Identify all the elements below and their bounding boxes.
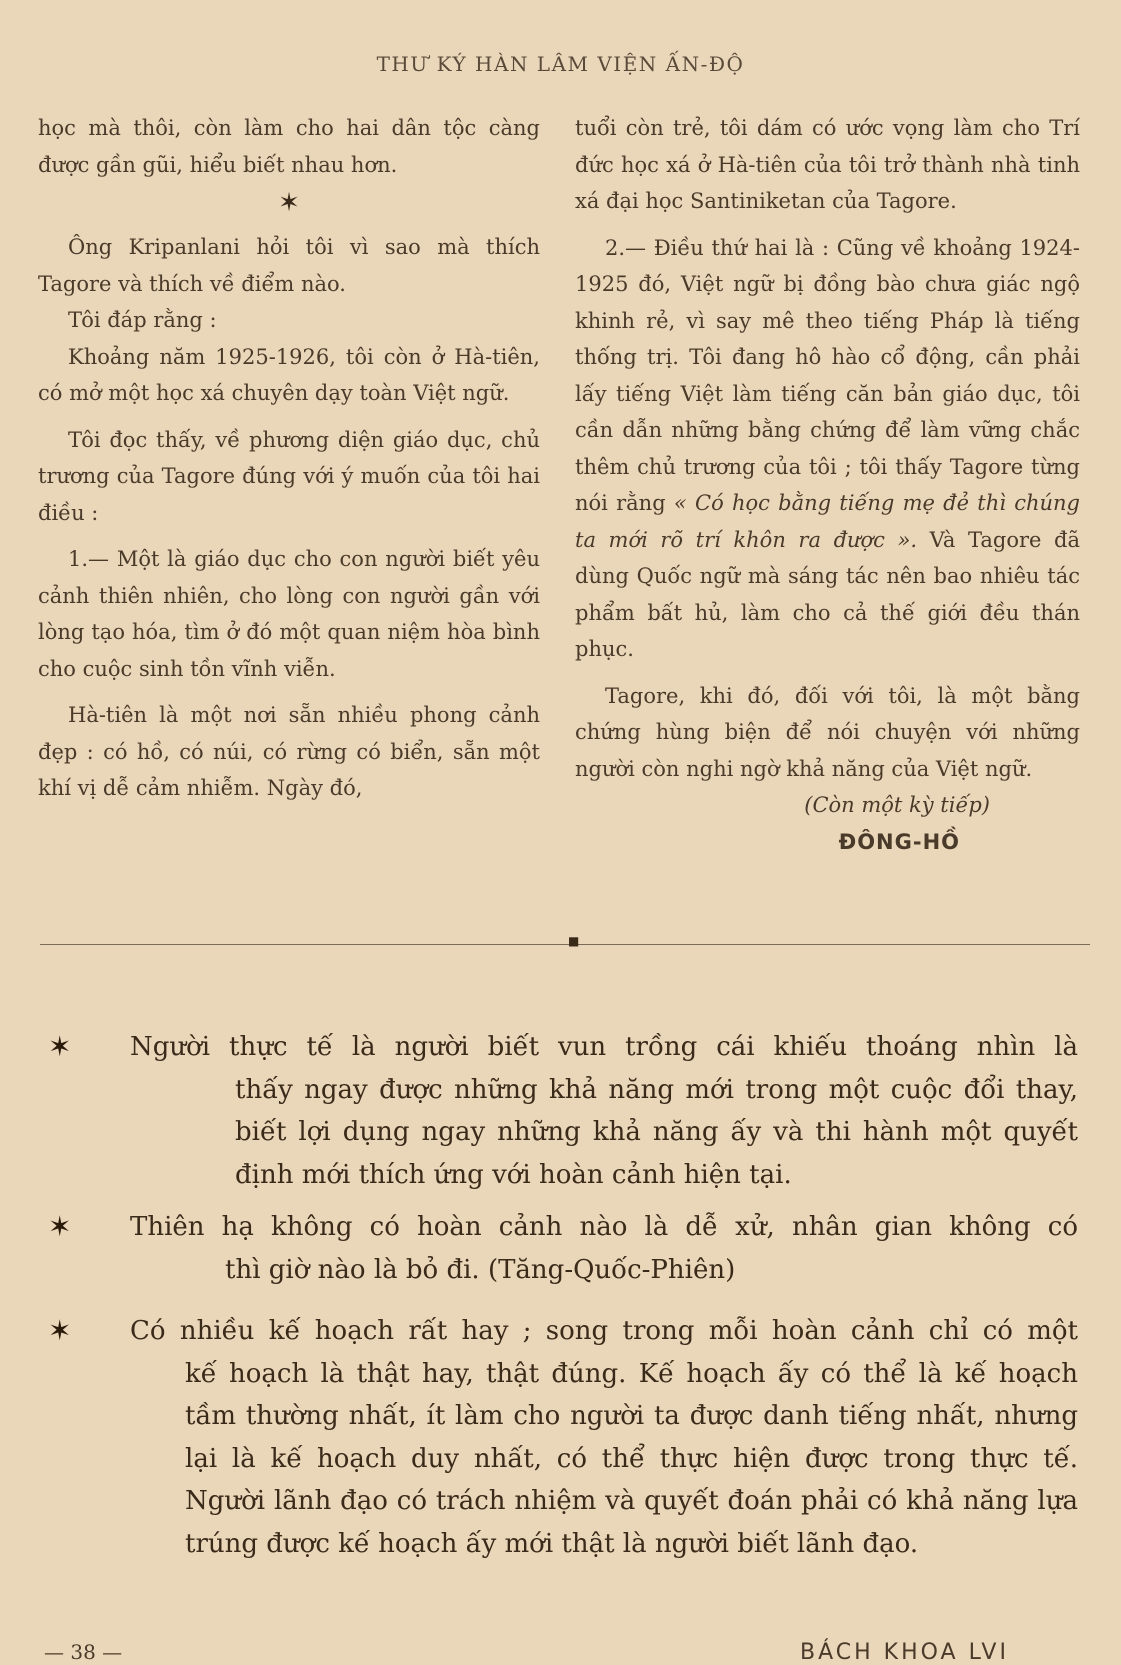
star-bullet-icon: ✶ (48, 1314, 72, 1347)
paragraph: học mà thôi, còn làm cho hai dân tộc càng được gần gũi, hiểu biết nhau hơn. (38, 116, 540, 177)
paragraph: Khoảng năm 1925-1926, tôi còn ở Hà-tiên, có mở một học xá chuyên dạy toàn Việt ngữ. (38, 344, 540, 405)
author-signature: ĐÔNG-HỒ (838, 829, 960, 854)
quote-rest: thì giờ nào là bỏ đi. (Tăng-Quốc-Phiên) (225, 1254, 736, 1285)
continued-note: (Còn một kỳ tiếp) (804, 793, 990, 817)
page-header: THƯ KÝ HÀN LÂM VIỆN ẤN-ĐỘ (376, 52, 745, 76)
page-number: — 38 — (44, 1640, 123, 1664)
quote-first-line: Thiên hạ không có hoàn cảnh nào là dễ xử, nhân gian không có (130, 1212, 1078, 1242)
tagore-quote: « Có học bằng tiếng mẹ đẻ thì chúng ta mới rõ trí khôn ra được ». (575, 491, 1080, 552)
paragraph: Ông Kripanlani hỏi tôi vì sao mà thích Tagore và thích về điểm nào. (38, 235, 540, 296)
quote-rest: thấy ngay được những khả năng mới trong một cuộc đổi thay, biết lợi dụng ngay những khả năng ấy và thi hành một quyết định mới thích ứng với hoàn cảnh hiện tại. (235, 1074, 1078, 1190)
paragraph: Tôi đáp rằng : (68, 308, 217, 332)
star-bullet-icon: ✶ (48, 1030, 72, 1063)
magazine-name: BÁCH KHOA LVI (800, 1640, 1009, 1665)
star-separator-icon: ✶ (278, 188, 300, 218)
star-bullet-icon: ✶ (48, 1210, 72, 1243)
quote-2 (130, 1206, 1078, 1291)
paragraph (575, 230, 1080, 668)
paragraph-text: 2.— Điều thứ hai là : Cũng về khoảng 1924-1925 đó, Việt ngữ bị đồng bào chưa giác ngộ khinh rẻ, vì say mê theo tiếng Pháp là tiếng thống trị. Tôi đang hô hào cổ động, cần phải lấy tiếng Việt làm tiếng căn bản giáo dục, tôi cần dẫn những bằng chứng để làm vững chắc thêm chủ trương của tôi ; tôi thấy Tagore từng nói rằng (575, 235, 1080, 515)
paragraph-text: Và Tagore đã dùng Quốc ngữ mà sáng tác nên bao nhiêu tác phẩm bất hủ, làm cho cả thế giới đều thán phục. (575, 527, 1080, 661)
quote-first-line: Có nhiều kế hoạch rất hay ; song trong mỗi hoàn cảnh chỉ có một (130, 1316, 1078, 1346)
paragraph: Tagore, khi đó, đối với tôi, là một bằng chứng hùng biện để nói chuyện với những người còn nghi ngờ khả năng của Việt ngữ. (575, 683, 1080, 781)
section-divider (40, 944, 1090, 945)
right-column (575, 110, 1080, 860)
quote-1 (130, 1026, 1078, 1196)
paragraph: tuổi còn trẻ, tôi dám có ước vọng làm cho Trí đức học xá ở Hà-tiên của tôi trở thành nhà tinh xá đại học Santiniketan của Tagore. (575, 116, 1080, 213)
paragraph: Hà-tiên là một nơi sẵn nhiều phong cảnh đẹp : có hồ, có núi, có rừng có biển, sẵn một khí vị dễ cảm nhiễm. Ngày đó, (38, 703, 540, 800)
paragraph: 1.— Một là giáo dục cho con người biết yêu cảnh thiên nhiên, cho lòng con người gần với lòng tạo hóa, tìm ở đó một quan niệm hòa bình cho cuộc sinh tồn vĩnh viễn. (38, 547, 540, 681)
quote-3 (130, 1310, 1078, 1565)
quote-rest: kế hoạch là thật hay, thật đúng. Kế hoạch ấy có thể là kế hoạch tầm thường nhất, ít làm cho người ta được danh tiếng nhất, nhưng lại là kế hoạch duy nhất, có thể thực hiện được trong thực tế. Người lãnh đạo có trách nhiệm và quyết đoán phải có khả năng lựa trúng được kế hoạch ấy mới thật là người biết lãnh đạo. (185, 1358, 1078, 1559)
divider-dot-icon: ■ (568, 934, 580, 948)
quote-first-line: Người thực tế là người biết vun trồng cái khiếu thoáng nhìn là (130, 1032, 1078, 1062)
left-column (38, 110, 540, 807)
paragraph: Tôi đọc thấy, về phương diện giáo dục, chủ trương của Tagore đúng với ý muốn của tôi hai điều : (38, 427, 540, 525)
